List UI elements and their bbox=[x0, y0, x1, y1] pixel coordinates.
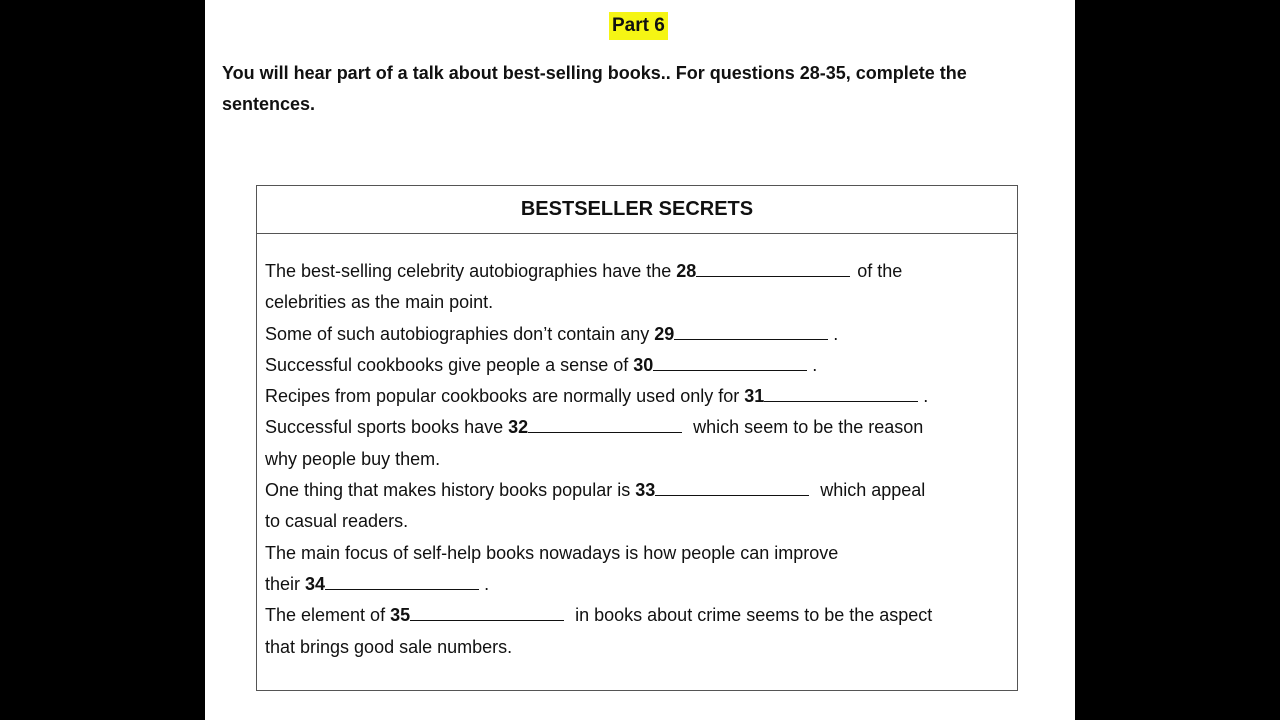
instructions: You will hear part of a talk about best-selling books.. For questions 28-35, complete the sentences. bbox=[222, 63, 967, 114]
answer-blank-34[interactable] bbox=[325, 573, 479, 590]
question-33: One thing that makes history books popular is 33 which appeal bbox=[265, 480, 926, 501]
question-34-lead: The main focus of self-help books nowadays is how people can improve bbox=[265, 542, 839, 563]
answer-blank-29[interactable] bbox=[674, 323, 828, 340]
question-number: 28 bbox=[676, 261, 697, 281]
answer-blank-35[interactable] bbox=[410, 604, 564, 621]
answer-blank-32[interactable] bbox=[528, 416, 682, 433]
part-title: Part 6 bbox=[609, 12, 668, 40]
question-29: Some of such autobiographies don’t contain any 29 . bbox=[265, 323, 839, 344]
question-32-continuation: why people buy them. bbox=[265, 448, 441, 469]
document-page bbox=[205, 0, 1075, 720]
answer-blank-31[interactable] bbox=[764, 385, 918, 402]
question-box bbox=[256, 185, 1018, 691]
answer-blank-33[interactable] bbox=[655, 479, 809, 496]
answer-blank-28[interactable] bbox=[696, 260, 850, 277]
question-number: 31 bbox=[744, 386, 765, 407]
question-number: 29 bbox=[654, 323, 675, 344]
question-35-continuation: that brings good sale numbers. bbox=[265, 636, 513, 657]
question-32: Successful sports books have 32 which seem to be the reason bbox=[265, 417, 924, 438]
question-number: 35 bbox=[390, 605, 411, 626]
question-31: Recipes from popular cookbooks are normally used only for 31 . bbox=[265, 386, 929, 407]
question-28-continuation: celebrities as the main point. bbox=[265, 292, 494, 313]
question-35: The element of 35 in books about crime seems to be the aspect bbox=[265, 605, 933, 626]
question-30: Successful cookbooks give people a sense of 30 . bbox=[265, 354, 818, 375]
question-list bbox=[257, 234, 1017, 663]
box-title: BESTSELLER SECRETS bbox=[257, 186, 1017, 234]
question-33-continuation: to casual readers. bbox=[265, 511, 409, 532]
question-number: 30 bbox=[633, 354, 654, 375]
question-34: their 34 . bbox=[265, 573, 490, 594]
answer-blank-30[interactable] bbox=[653, 354, 807, 371]
question-number: 32 bbox=[508, 417, 529, 438]
question-28: The best-selling celebrity autobiographies have the 28 of the bbox=[265, 261, 903, 281]
question-number: 33 bbox=[635, 480, 656, 501]
question-number: 34 bbox=[305, 573, 326, 594]
